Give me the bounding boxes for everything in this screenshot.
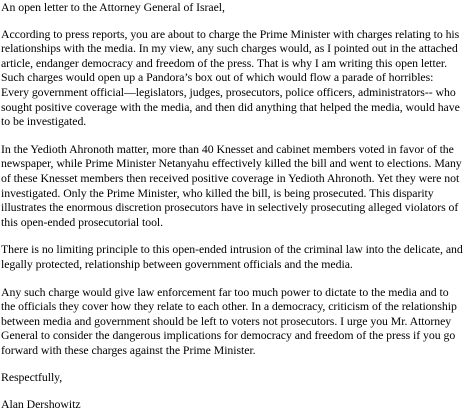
letter-paragraph-1: According to press reports, you are about to charge the Prime Minister with charges relating to his relationships with the media. In my view, any such charges would, as I pointed out in the attached article, endanger democracy and freedom of the press. That is why I am writing this open letter. Such charges would open up a Pandora’s box out of which would flow a parade of horribles: Every government official—legislators, judges, prosecutors, police officers, administrators-- who sought positive coverage with the media, and then did anything that helped the media, would have to be investigated. [1,26,460,129]
letter-salutation: An open letter to the Attorney General of Israel, [1,0,225,14]
letter-paragraph-2: In the Yedioth Ahronoth matter, more than 40 Knesset and cabinet members voted in favor of the newspaper, while Prime Minister Netanyahu effectively killed the bill and went to elections. Many of these Knesset members then received positive coverage in Yedioth Ahronoth. Yet they were not investigated. Only the Prime Minister, who killed the bill, is being prosecuted. This disparity illustrates the enormous discretion prosecutors have in selectively prosecuting alleged violators of this open-ended prosecutorial tool. [1,141,462,229]
letter-paragraph-4: Any such charge would give law enforcement far too much power to dictate to the media and to the officials they cover how they relate to each other. In a democracy, criticism of the relationship between media and government should be left to voters not prosecutors. I urge you Mr. Attorney General to consider the dangerous implications for democracy and freedom of the press if you go forward with these charges against the Prime Minister. [1,284,457,357]
letter-signature: Alan Dershowitz [1,397,81,412]
letter-paragraph-3: There is no limiting principle to this open-ended intrusion of the criminal law into the delicate, and legally protected, relationship between government officials and the media. [1,242,463,271]
letter-closing: Respectfully, [1,370,63,385]
